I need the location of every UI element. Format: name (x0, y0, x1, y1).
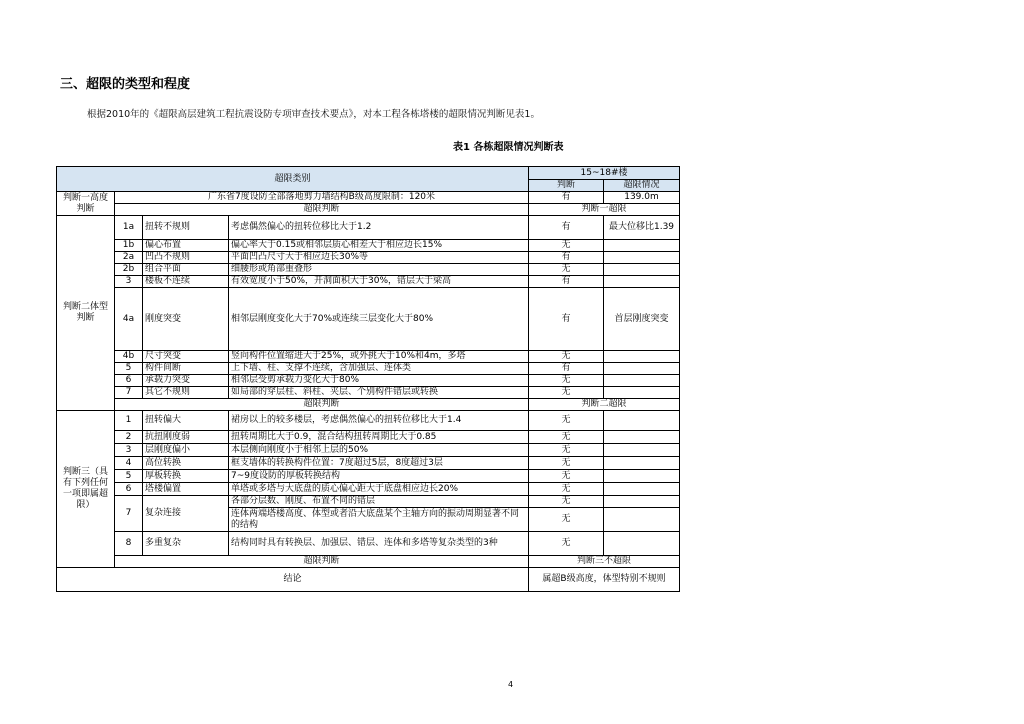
row-name: 高位转换 (143, 457, 229, 470)
row-desc: 结构同时具有转换层、加强层、错层、连体和多塔等复杂类型的3种 (229, 532, 529, 556)
row-judge: 有 (529, 216, 604, 240)
row-judge: 无 (529, 375, 604, 387)
row-desc: 竖向构件位置缩进大于25%，或外挑大于10%和4m，多塔 (229, 351, 529, 363)
row-code: 6 (115, 483, 143, 496)
row-code: 6 (115, 375, 143, 387)
intro-paragraph: 根据2010年的《超限高层建筑工程抗震设防专项审查技术要点》，对本工程各栋塔楼的超限情况判断见表1。 (87, 109, 540, 120)
overlimit-table (56, 166, 680, 592)
header-category: 超限类别 (57, 167, 529, 192)
row-judge: 有 (529, 288, 604, 351)
row-situation (604, 508, 680, 532)
row-situation (604, 276, 680, 288)
table-caption: 表1 各栋超限情况判断表 (453, 142, 564, 153)
row-judge: 有 (529, 276, 604, 288)
row-desc: 偏心率大于0.15或相邻层质心相差大于相应边长15% (229, 240, 529, 252)
row-code: 1 (115, 411, 143, 431)
row-judge: 无 (529, 508, 604, 532)
row-code: 2b (115, 264, 143, 276)
row-situation (604, 387, 680, 399)
row-code: 3 (115, 276, 143, 288)
header-building: 15~18#楼 (529, 167, 680, 180)
table-row (57, 240, 680, 252)
row-judge: 无 (529, 411, 604, 431)
row-situation (604, 431, 680, 444)
table-row (57, 470, 680, 483)
section-one-judge: 有 (529, 192, 604, 204)
row-code: 4a (115, 288, 143, 351)
row-desc: 连体两端塔楼高度、体型或者沿大底盘某个主轴方向的振动周期显著不同的结构 (229, 508, 529, 532)
row-code: 7 (115, 496, 143, 532)
section-heading: 三、超限的类型和程度 (60, 77, 191, 92)
row-situation: 首层刚度突变 (604, 288, 680, 351)
section-three-label: 判断三（具有下列任何一项即属超限） (57, 411, 115, 568)
row-desc: 7~9度设防的厚板转换结构 (229, 470, 529, 483)
row-situation (604, 457, 680, 470)
row-desc: 各部分层数、刚度、布置不同的错层 (229, 496, 529, 508)
row-name: 构件间断 (143, 363, 229, 375)
section-one-situation: 139.0m (604, 192, 680, 204)
row-name: 组合平面 (143, 264, 229, 276)
row-desc: 细腰形或角部重叠形 (229, 264, 529, 276)
row-judge: 无 (529, 496, 604, 508)
row-judge: 无 (529, 431, 604, 444)
row-name: 塔楼偏置 (143, 483, 229, 496)
conclusion-value: 属超B级高度，体型特别不规则 (529, 568, 680, 592)
row-desc: 本层侧向刚度小于相邻上层的50% (229, 444, 529, 457)
table-row (57, 264, 680, 276)
row-name: 扭转偏大 (143, 411, 229, 431)
row-judge: 无 (529, 240, 604, 252)
section-one-desc: 广东省7度设防全部落地剪力墙结构B级高度限制：120米 (115, 192, 529, 204)
row-desc: 有效宽度小于50%，开洞面积大于30%，错层大于梁高 (229, 276, 529, 288)
table-row (57, 532, 680, 556)
row-situation (604, 496, 680, 508)
row-code: 7 (115, 387, 143, 399)
row-name: 凹凸不规则 (143, 252, 229, 264)
row-name: 多重复杂 (143, 532, 229, 556)
row-name: 楼板不连续 (143, 276, 229, 288)
row-situation (604, 351, 680, 363)
table-row (57, 252, 680, 264)
row-name: 复杂连接 (143, 496, 229, 532)
row-name: 偏心布置 (143, 240, 229, 252)
row-judge: 无 (529, 457, 604, 470)
table-row (57, 351, 680, 363)
header-judge: 判断 (529, 180, 604, 192)
row-judge: 无 (529, 351, 604, 363)
row-code: 2 (115, 431, 143, 444)
row-name: 层刚度偏小 (143, 444, 229, 457)
row-code: 5 (115, 363, 143, 375)
row-name: 尺寸突变 (143, 351, 229, 363)
row-judge: 有 (529, 363, 604, 375)
row-situation (604, 470, 680, 483)
section-two-label: 判断二体型判断 (57, 216, 115, 411)
table-row (57, 431, 680, 444)
table-row (57, 216, 680, 240)
row-desc: 上下墙、柱、支撑不连续，含加强层、连体类 (229, 363, 529, 375)
section-three-result-label: 超限判断 (115, 556, 529, 568)
table-row (57, 276, 680, 288)
row-code: 1b (115, 240, 143, 252)
row-judge: 无 (529, 483, 604, 496)
row-code: 5 (115, 470, 143, 483)
section-one-label: 判断一高度判断 (57, 192, 115, 216)
row-name: 刚度突变 (143, 288, 229, 351)
row-name: 抗扭刚度弱 (143, 431, 229, 444)
row-judge: 无 (529, 470, 604, 483)
row-situation (604, 252, 680, 264)
table-row (57, 363, 680, 375)
row-name: 承载力突变 (143, 375, 229, 387)
row-situation (604, 363, 680, 375)
row-name: 厚板转换 (143, 470, 229, 483)
row-situation (604, 375, 680, 387)
row-judge: 无 (529, 264, 604, 276)
row-judge: 有 (529, 252, 604, 264)
row-desc: 单塔或多塔与大底盘的质心偏心距大于底盘相应边长20% (229, 483, 529, 496)
row-desc: 平面凹凸尺寸大于相应边长30%等 (229, 252, 529, 264)
row-code: 1a (115, 216, 143, 240)
row-desc: 如局部的穿层柱、斜柱、夹层、个别构件错层或转换 (229, 387, 529, 399)
row-judge: 无 (529, 444, 604, 457)
row-judge: 无 (529, 387, 604, 399)
table-row (57, 375, 680, 387)
row-situation (604, 240, 680, 252)
row-name: 扭转不规则 (143, 216, 229, 240)
table-row (57, 387, 680, 399)
table-row (57, 288, 680, 351)
header-situation: 超限情况 (604, 180, 680, 192)
row-desc: 考虑偶然偏心的扭转位移比大于1.2 (229, 216, 529, 240)
row-desc: 相邻层刚度变化大于70%或连续三层变化大于80% (229, 288, 529, 351)
section-one-result-label: 超限判断 (115, 204, 529, 216)
table-row (57, 411, 680, 431)
row-judge: 无 (529, 532, 604, 556)
row-desc: 裙房以上的较多楼层，考虑偶然偏心的扭转位移比大于1.4 (229, 411, 529, 431)
row-situation (604, 411, 680, 431)
row-name: 其它不规则 (143, 387, 229, 399)
section-two-result: 判断二超限 (529, 399, 680, 411)
row-situation (604, 444, 680, 457)
page-number: 4 (508, 680, 514, 689)
table-row (57, 444, 680, 457)
row-code: 2a (115, 252, 143, 264)
section-two-result-label: 超限判断 (115, 399, 529, 411)
row-code: 3 (115, 444, 143, 457)
row-code: 4b (115, 351, 143, 363)
row-code: 8 (115, 532, 143, 556)
section-three-result: 判断三不超限 (529, 556, 680, 568)
conclusion-label: 结论 (57, 568, 529, 592)
row-situation (604, 264, 680, 276)
row-situation (604, 483, 680, 496)
row-desc: 扭转周期比大于0.9，混合结构扭转周期比大于0.85 (229, 431, 529, 444)
section-one-result: 判断一超限 (529, 204, 680, 216)
row-situation: 最大位移比1.39 (604, 216, 680, 240)
row-desc: 框支墙体的转换构件位置：7度超过5层，8度超过3层 (229, 457, 529, 470)
row-desc: 相邻层受剪承载力变化大于80% (229, 375, 529, 387)
row-code: 4 (115, 457, 143, 470)
table-row (57, 457, 680, 470)
table-row (57, 496, 680, 508)
table-row (57, 483, 680, 496)
row-situation (604, 532, 680, 556)
